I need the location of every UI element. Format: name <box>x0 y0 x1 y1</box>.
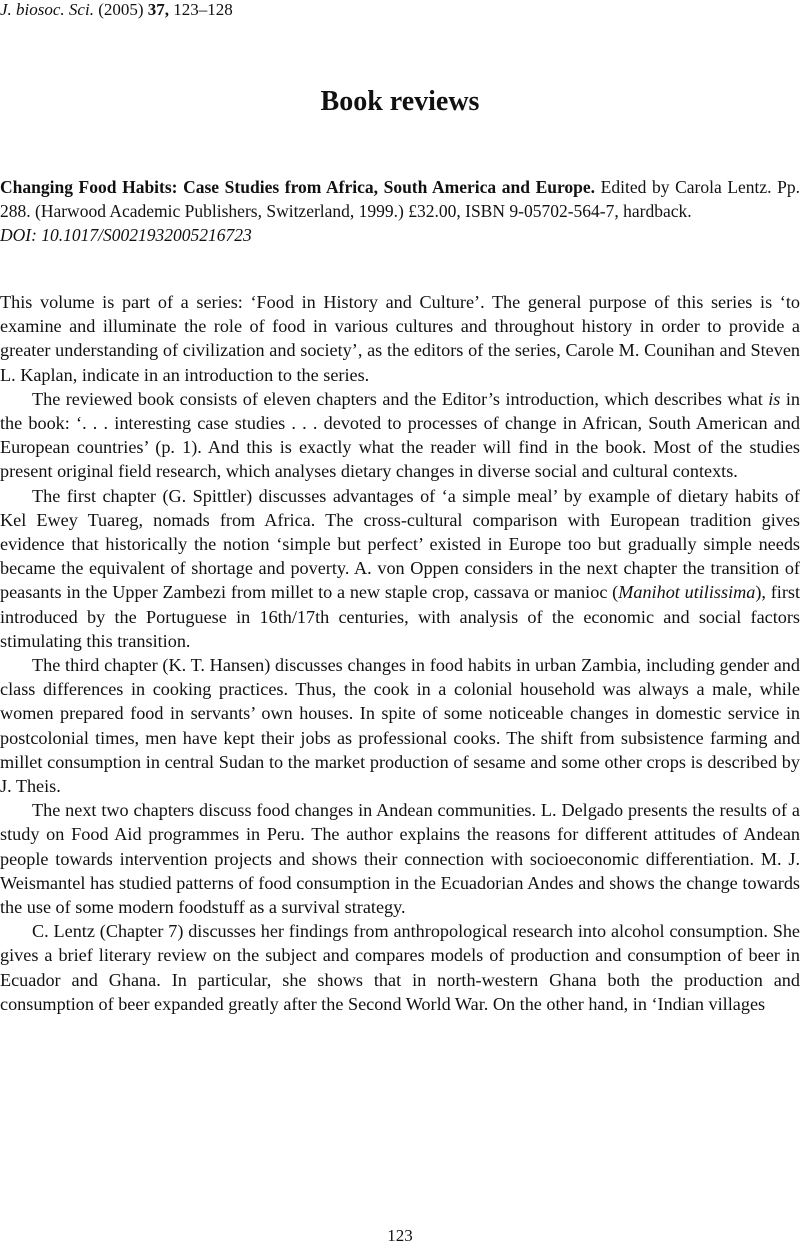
book-title: Changing Food Habits: Case Studies from Africa, South America and Europe. <box>0 177 596 197</box>
page-number: 123 <box>387 1226 413 1245</box>
emphasis: is <box>768 388 781 409</box>
paragraph-text: The first chapter (G. Spittler) discusses advantages of ‘a simple meal’ by example of dietary habits of Kel Ewey Tuareg, nomads from Africa. The cross-cultural comparison with European tradition gives evidence that historically the notion ‘simple but perfect’ existed in Europe too but gradually simple needs became the equivalent of shortage and poverty. A. von Oppen considers in the next chapter the transition of peasants in the Upper Zambezi from millet to a new staple crop, cassava or manioc ( <box>0 485 800 603</box>
paragraph <box>0 484 800 653</box>
running-head <box>0 0 233 20</box>
section-title: Book reviews <box>320 86 480 117</box>
doi-link[interactable]: DOI: 10.1017/S0021932005216723 <box>0 225 252 245</box>
paragraph: The third chapter (K. T. Hansen) discusses changes in food habits in urban Zambia, including gender and class differences in cooking practices. Thus, the cook in a colonial household was always a male, while women prepared food in servants’ own houses. In spite of some noticeable changes in domestic service in postcolonial times, men have kept their jobs as professional cooks. The shift from subsistence farming and millet consumption in central Sudan to the market production of sesame and some other crops is described by J. Theis. <box>0 655 800 797</box>
book-citation <box>0 175 800 247</box>
journal-volume: 37, <box>147 0 170 19</box>
paragraph: C. Lentz (Chapter 7) discusses her findings from anthropological research into alcohol consumption. She gives a brief literary review on the subject and compares models of production and consumption of beer in Ecuador and Ghana. In particular, she shows that in north-western Ghana both the production and consumption of beer expanded greatly after the Second World War. On the other hand, in ‘Indian villages <box>0 921 800 1014</box>
paragraph <box>0 387 800 484</box>
book-details: Edited by Carola Lentz. Pp. 288. (Harwood Academic Publishers, Switzerland, 1999.) £32.00, ISBN 9-05702-564-7, hardback. <box>0 177 800 221</box>
paragraph: This volume is part of a series: ‘Food in History and Culture’. The general purpose of this series is ‘to examine and illuminate the role of food in various cultures and throughout history in order to provide a greater understanding of civilization and society’, as the editors of the series, Carole M. Counihan and Steven L. Kaplan, indicate in an introduction to the series. <box>0 292 800 385</box>
journal-year: (2005) <box>98 0 144 19</box>
journal-pages: 123–128 <box>173 0 233 19</box>
paragraph-text: in the book: ‘. . . interesting case studies . . . devoted to processes of change in African, South American and European countries’ (p. 1). And this is exactly what the reader will find in the book. Most of the studies present original field research, which analyses dietary changes in diverse social and cultural contexts. <box>0 388 800 482</box>
review-body <box>0 290 800 1016</box>
journal-name: J. biosoc. Sci. <box>0 0 94 19</box>
paragraph: The next two chapters discuss food changes in Andean communities. L. Delgado presents the results of a study on Food Aid programmes in Peru. The author explains the reasons for different attitudes of Andean people towards intervention projects and shows their connection with socioeconomic differentiation. M. J. Weismantel has studied patterns of food consumption in the Ecuadorian Andes and shows the change towards the use of some modern foodstuff as a survival strategy. <box>0 800 800 918</box>
paragraph-text: ), first introduced by the Portuguese in 16th/17th centuries, with analysis of the economic and social factors stimulating this transition. <box>0 582 800 651</box>
paragraph-text: The reviewed book consists of eleven chapters and the Editor’s introduction, which describes what <box>32 388 763 409</box>
species-name: Manihot utilissima <box>618 582 756 603</box>
